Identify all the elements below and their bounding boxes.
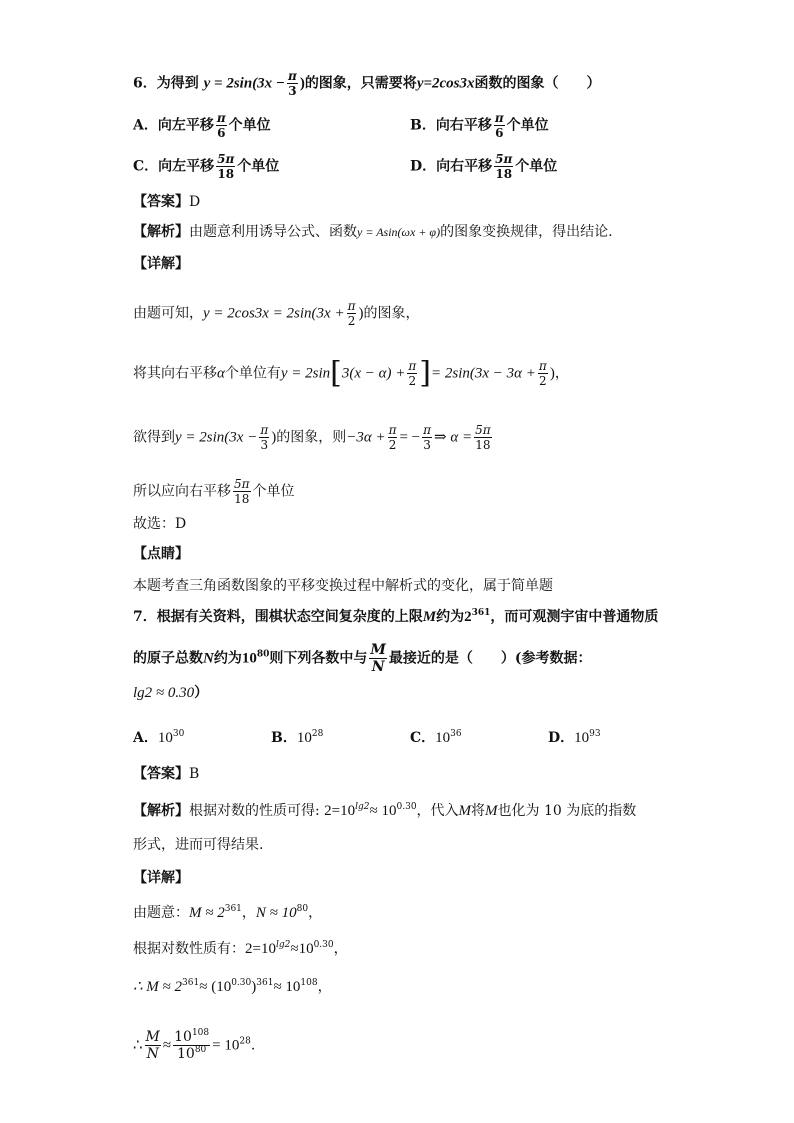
q6-comment-tag: 【点睛】	[133, 546, 189, 562]
question-number: 6．	[133, 75, 157, 92]
q6-answer: 【答案】D	[133, 194, 201, 210]
q6-detail-tag: 【详解】	[133, 256, 189, 272]
q7-option-b: B．$10^{28}$	[271, 729, 324, 746]
q6-comment: 本题考查三角函数图象的平移变换过程中解析式的变化，属于简单题	[133, 578, 553, 594]
q7-stem-line-1: 7．根据有关资料，围棋状态空间复杂度的上限M约为$2^{361}$，而可观测宇宙中普通物质	[133, 608, 659, 625]
fraction-pi-3: $\frac{\pi}{3}$	[288, 69, 297, 98]
q7-option-c: C．$10^{36}$	[410, 729, 462, 746]
q7-analysis-line-2: 形式，进而可得结果.	[133, 837, 264, 853]
q7-stem-line-3: lg2 ≈ 0.30）	[133, 685, 209, 701]
q7-detail-4: ∴ $\frac{M}{N}$ ≈ $\frac{10^{108}}{10^{80}}$ = $10^{28}$.	[133, 1028, 256, 1062]
q6-analysis: 【解析】由题意利用诱导公式、函数y = Asin(ωx + φ)的图象变换规律，得出结论.	[133, 224, 613, 240]
q6-option-b: B．向右平移 $\frac{\pi}{6}$ 个单位	[410, 111, 549, 140]
q7-detail-3: ∴ $M \approx 2^{361}\approx (10^{0.30})^{361}\approx 10^{108}$，	[133, 978, 332, 995]
q6-stem: 6．为得到 y = 2sin(3x − $\frac{\pi}{3}$ )的图象，只需要将y=2cos3x函数的图象（ ）	[133, 69, 601, 98]
q7-option-a: A．$10^{30}$	[133, 729, 185, 746]
q6-step-2: 将其向右平移α个单位有y = 2sin[3(x − α) + $\frac{\pi}{2}$ ]= 2sin(3x − 3α + $\frac{\pi}{2}$ )，	[133, 355, 569, 391]
q7-analysis-line-1: 【解析】根据对数的性质可得: $2=10^{lg2}\approx 10^{0.30}$，代入M将M也化为 10 为底的指数	[133, 802, 637, 819]
q7-stem-line-2: 的原子总数N约为$10^{80}$则下列各数中与 $\frac{M}{N}$ 最接近的是（ ）(参考数据：	[133, 642, 592, 675]
q6-choose: 故选：D	[133, 516, 187, 532]
q6-option-a: A．向左平移 $\frac{\pi}{6}$ 个单位	[133, 111, 271, 140]
q7-detail-2: 根据对数性质有：$2=10^{lg2}\approx 10^{0.30}$，	[133, 940, 348, 957]
q6-step-3: 欲得到y = 2sin(3x − $\frac{\pi}{3}$ )的图象，则−3α + $\frac{\pi}{2}$ = − $\frac{\pi}{3}$ ⇒ α = $\frac{5\pi}{18}$	[133, 423, 491, 452]
q6-option-d: D．向右平移 $\frac{5\pi}{18}$ 个单位	[410, 152, 558, 181]
q7-option-d: D．$10^{93}$	[548, 729, 601, 746]
q7-detail-tag: 【详解】	[133, 870, 189, 886]
q7-answer: 【答案】B	[133, 766, 200, 782]
q6-step-4: 所以应向右平移 $\frac{5\pi}{18}$ 个单位	[133, 477, 295, 506]
q7-detail-1: 由题意：$M \approx 2^{361}$，$N \approx 10^{80}$，	[133, 904, 323, 921]
q6-step-1: 由题可知，y = 2cos3x = 2sin(3x + $\frac{\pi}{2}$ )的图象，	[133, 299, 420, 328]
q6-option-c: C．向左平移 $\frac{5\pi}{18}$ 个单位	[133, 152, 280, 181]
